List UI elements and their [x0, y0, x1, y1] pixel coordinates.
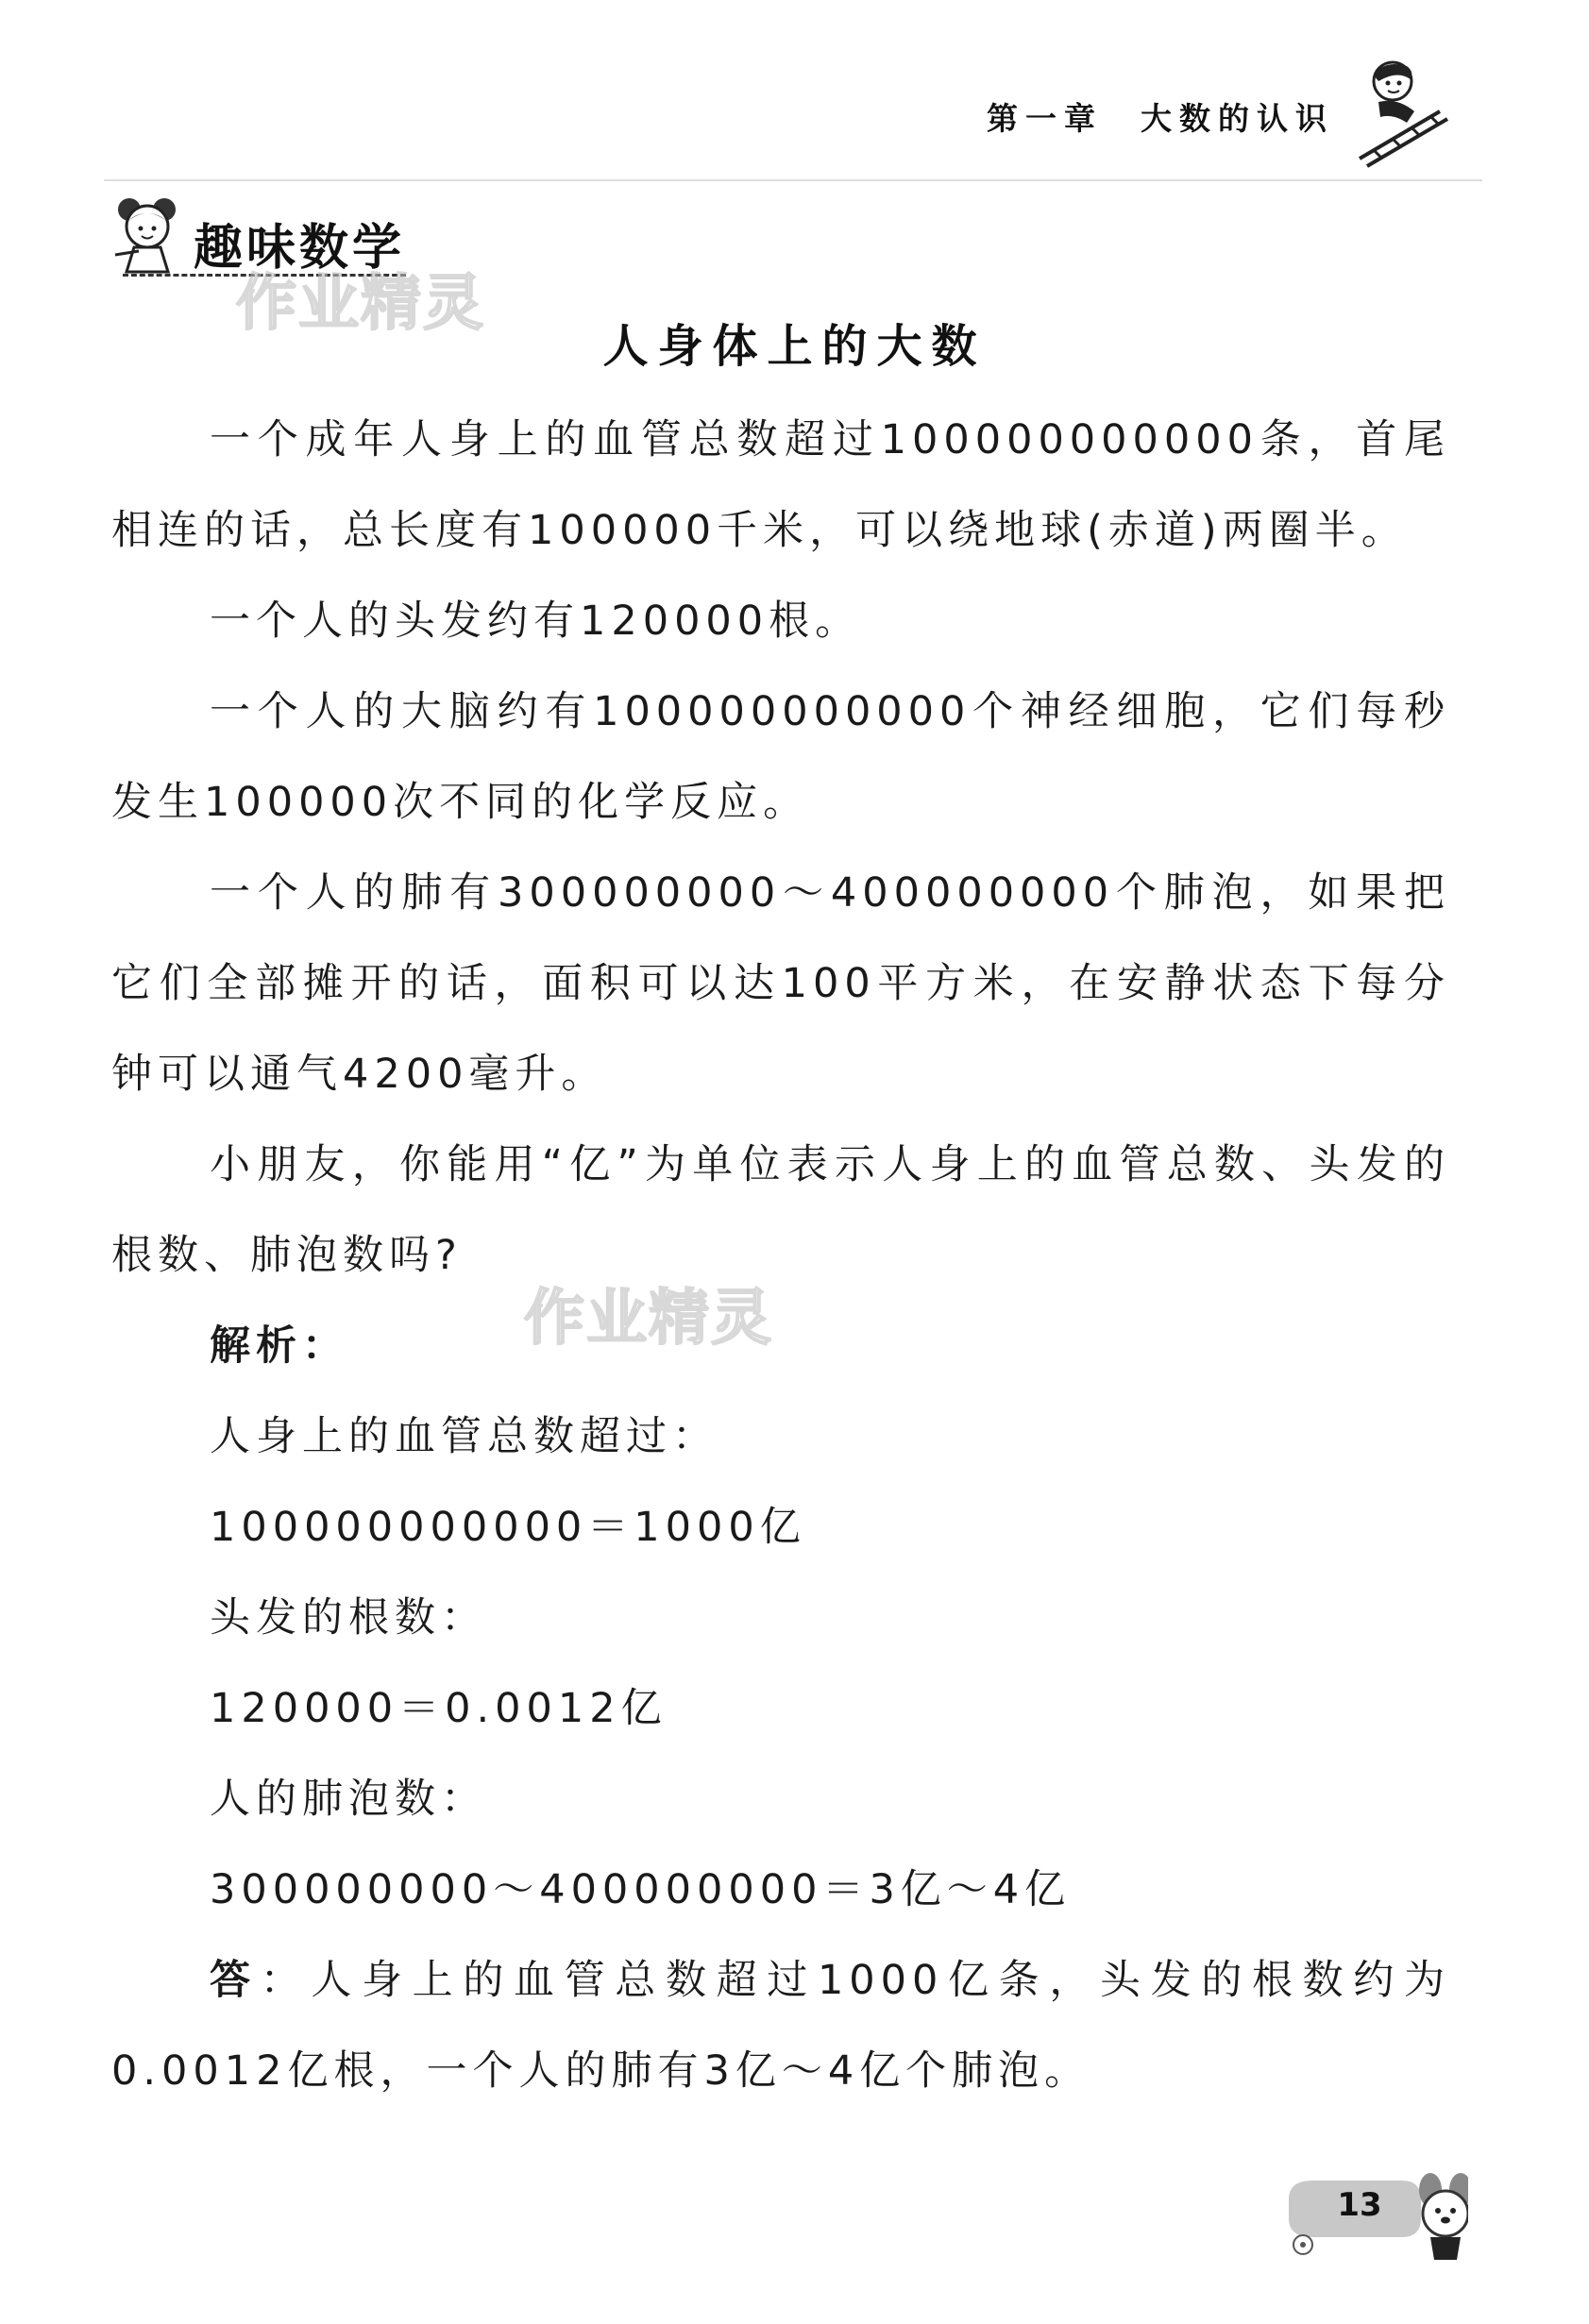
boy-on-ladder-icon: [1341, 55, 1454, 168]
analysis-label: 解析：: [210, 1322, 348, 1370]
paragraph: 小朋友，你能用“亿”为单位表示人身上的血管总数、头发的根数、肺泡数吗?: [111, 1141, 1450, 1279]
analysis-line: 人身上的血管总数超过：: [210, 1413, 718, 1460]
paragraph: 一个人的大脑约有100000000000个神经细胞，它们每秒发生100000次不同的化学反应。: [111, 688, 1450, 826]
chapter-number: 第一章: [987, 100, 1103, 137]
analysis-line: 120000＝0.0012亿: [210, 1685, 668, 1732]
running-header: [987, 94, 1334, 139]
paragraph: 一个人的肺有300000000～400000000个肺泡，如果把它们全部摊开的话，面积可以达100平方米，在安静状态下每分钟可以通气4200毫升。: [111, 869, 1450, 1098]
watermark: 作业精灵: [524, 1284, 773, 1354]
section-label: 趣味数学: [194, 220, 406, 277]
answer-text: ：人身上的血管总数超过1000亿条，头发的根数约为0.0012亿根，一个人的肺有3亿～4亿个肺泡。: [111, 1957, 1451, 2095]
article-body: [111, 395, 1450, 2116]
paragraph: 一个人的头发约有120000根。: [210, 598, 862, 645]
article-title: 人身体上的大数: [602, 320, 987, 373]
answer-paragraph: [111, 1935, 1450, 2116]
watermark: 作业精灵: [236, 269, 485, 339]
answer-label: 答: [210, 1957, 261, 2004]
chapter-title: 大数的认识: [1141, 100, 1334, 137]
analysis-line: 300000000～400000000＝3亿～4亿: [210, 1866, 1072, 1913]
analysis-line: 人的肺泡数：: [210, 1776, 487, 1823]
analysis-line: 头发的根数：: [210, 1594, 487, 1642]
page-number: 13: [1337, 2186, 1382, 2224]
analysis-line: 100000000000＝1000亿: [210, 1504, 806, 1551]
header-divider: [104, 179, 1482, 181]
paragraph: 一个成年人身上的血管总数超过100000000000条，首尾相连的话，总长度有100000千米，可以绕地球(赤道)两圈半。: [111, 416, 1450, 554]
girl-mascot-icon: [106, 189, 200, 283]
